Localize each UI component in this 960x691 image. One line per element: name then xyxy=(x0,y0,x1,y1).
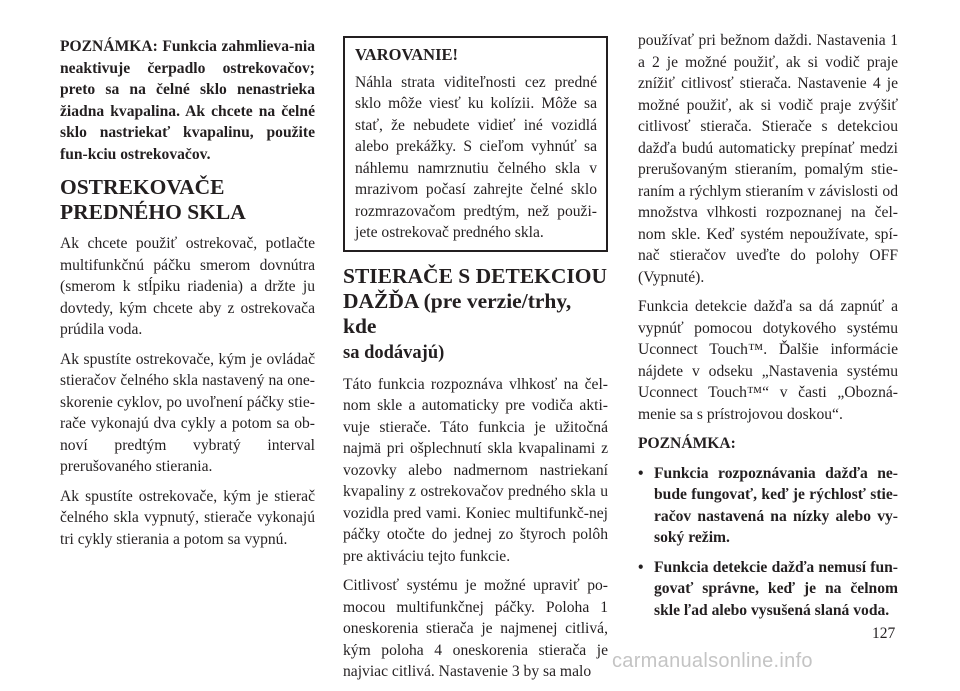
note-bullet-text: Funkcia detekcie dažďa nemusí fun-govať správne, keď je na čelnom skle ľad alebo vysušená slaná voda. xyxy=(654,558,898,619)
washers-heading-line2: PREDNÉHO SKLA xyxy=(60,200,246,224)
column-right xyxy=(638,30,898,629)
note-label: POZNÁMKA: xyxy=(638,435,736,452)
note-bullet-item xyxy=(638,463,898,549)
rain-paragraph-2: Citlivosť systému je možné upraviť po-mocou multifunkčnej páčky. Poloha 1 oneskorenia stierača je najmenej citlivá, kým poloha 4 oneskorenia stierača je najviac citlivá. Nastavenie 3 by sa malo xyxy=(343,577,608,680)
defog-note: POZNÁMKA: Funkcia zahmlieva-nia neaktivuje čerpadlo ostrekovačov; preto sa na čelné sklo nenastrieka žiadna kvapalina. Ak chcete na čelné sklo nastriekať kvapalinu, použite fun-kciu ostrekovačov. xyxy=(60,38,315,163)
column-middle xyxy=(343,36,608,691)
note-bullet-item xyxy=(638,557,898,622)
column-left xyxy=(60,36,315,558)
washers-paragraph-2: Ak spustíte ostrekovače, kým je ovládač stieračov čelného skla nastavený na one-skorenie cyklov, po uvoľnení páčky stie-rače vykonajú dva cykly a potom sa ob-noví predtým vybratý interval prerušovaného stierania. xyxy=(60,350,315,475)
warning-text: Náhla strata viditeľnosti cez predné sklo môže viesť ku kolízii. Môže sa stať, že nebudete vidieť iné vozidlá alebo prekážky. S cieľom vyhnúť sa náhlemu namrznutiu čelného skla v mrazivom počasí zahrejte čelné sklo rozmrazovačom predtým, než použi-jete ostrekovač predného skla. xyxy=(355,73,597,241)
bullet-icon: • xyxy=(638,464,644,482)
note-bullet-text: Funkcia rozpoznávania dažďa ne-bude fungovať, keď je rýchlosť stie-račov nastavená na nízky alebo vy-soký režim. xyxy=(654,464,898,546)
washers-heading xyxy=(60,175,315,225)
rain-sensing-heading xyxy=(343,264,608,366)
uconnect-paragraph: Funkcia detekcie dažďa sa dá zapnúť a vypnúť pomocou dotykového systému Uconnect Touch™. Ďalšie informácie nájdete v odseku „Nastavenia systému Uconnect Touch™“ v časti „Obozná-menie sa s prístrojovou doskou“. xyxy=(638,298,898,423)
page-number: 127 xyxy=(872,625,896,642)
watermark: carmanualsonline.info xyxy=(612,650,813,672)
sensitivity-paragraph: používať pri bežnom daždi. Nastavenia 1 a 2 je možné použiť, ak si vodič praje znížiť citlivosť stierača. Nastavenie 4 je možné použiť, ak si vodič praje zvýšiť citlivosť stierača. Stierače s detekciou dažďa budú automaticky prepínať medzi prerušovaným stieraním, pomalým stie-raním a rýchlym stieraním v závislosti od množstva vlhkosti rozpoznanej na čel-nom skle. Keď systém nepoužívate, spí-nač stieračov uveďte do polohy OFF (Vypnuté). xyxy=(638,32,898,286)
bullet-icon: • xyxy=(638,558,644,576)
washers-paragraph-3: Ak spustíte ostrekovače, kým je stierač čelného skla vypnutý, stierače vykonajú tri cykly stierania a potom sa vypnú. xyxy=(60,487,315,548)
rain-heading-line3: sa dodávajú) xyxy=(343,342,445,363)
rain-heading-line1: STIERAČE S DETEKCIOU xyxy=(343,263,608,288)
note-bullets xyxy=(638,463,898,622)
rain-heading-line2: DAŽĎA (pre verzie/trhy, kde xyxy=(343,288,572,338)
washers-heading-line1: OSTREKOVAČE xyxy=(60,175,225,199)
rain-paragraph-1: Táto funkcia rozpoznáva vlhkosť na čel-nom skle a automaticky pre vodiča akti-vuje stierače. Táto funkcia je užitočná najmä pri ošplechnutí skla kvapalinami z vozovky alebo nadmernom nastriekaní kvapaliny z ostrekovačov predného skla u vozidla pred vami. Koniec multifunkč-nej páčky otočte do jednej zo štyroch polôh pre aktiváciu tejto funkcie. xyxy=(343,375,608,565)
washers-paragraph-1: Ak chcete použiť ostrekovač, potlačte multifunkčnú páčku smerom dovnútra (smerom k stĺpiku riadenia) a držte ju dovtedy, kým chcete aby z ostrekovača prúdila voda. xyxy=(60,235,315,338)
warning-box xyxy=(343,36,608,252)
warning-title: VAROVANIE! xyxy=(355,45,458,64)
